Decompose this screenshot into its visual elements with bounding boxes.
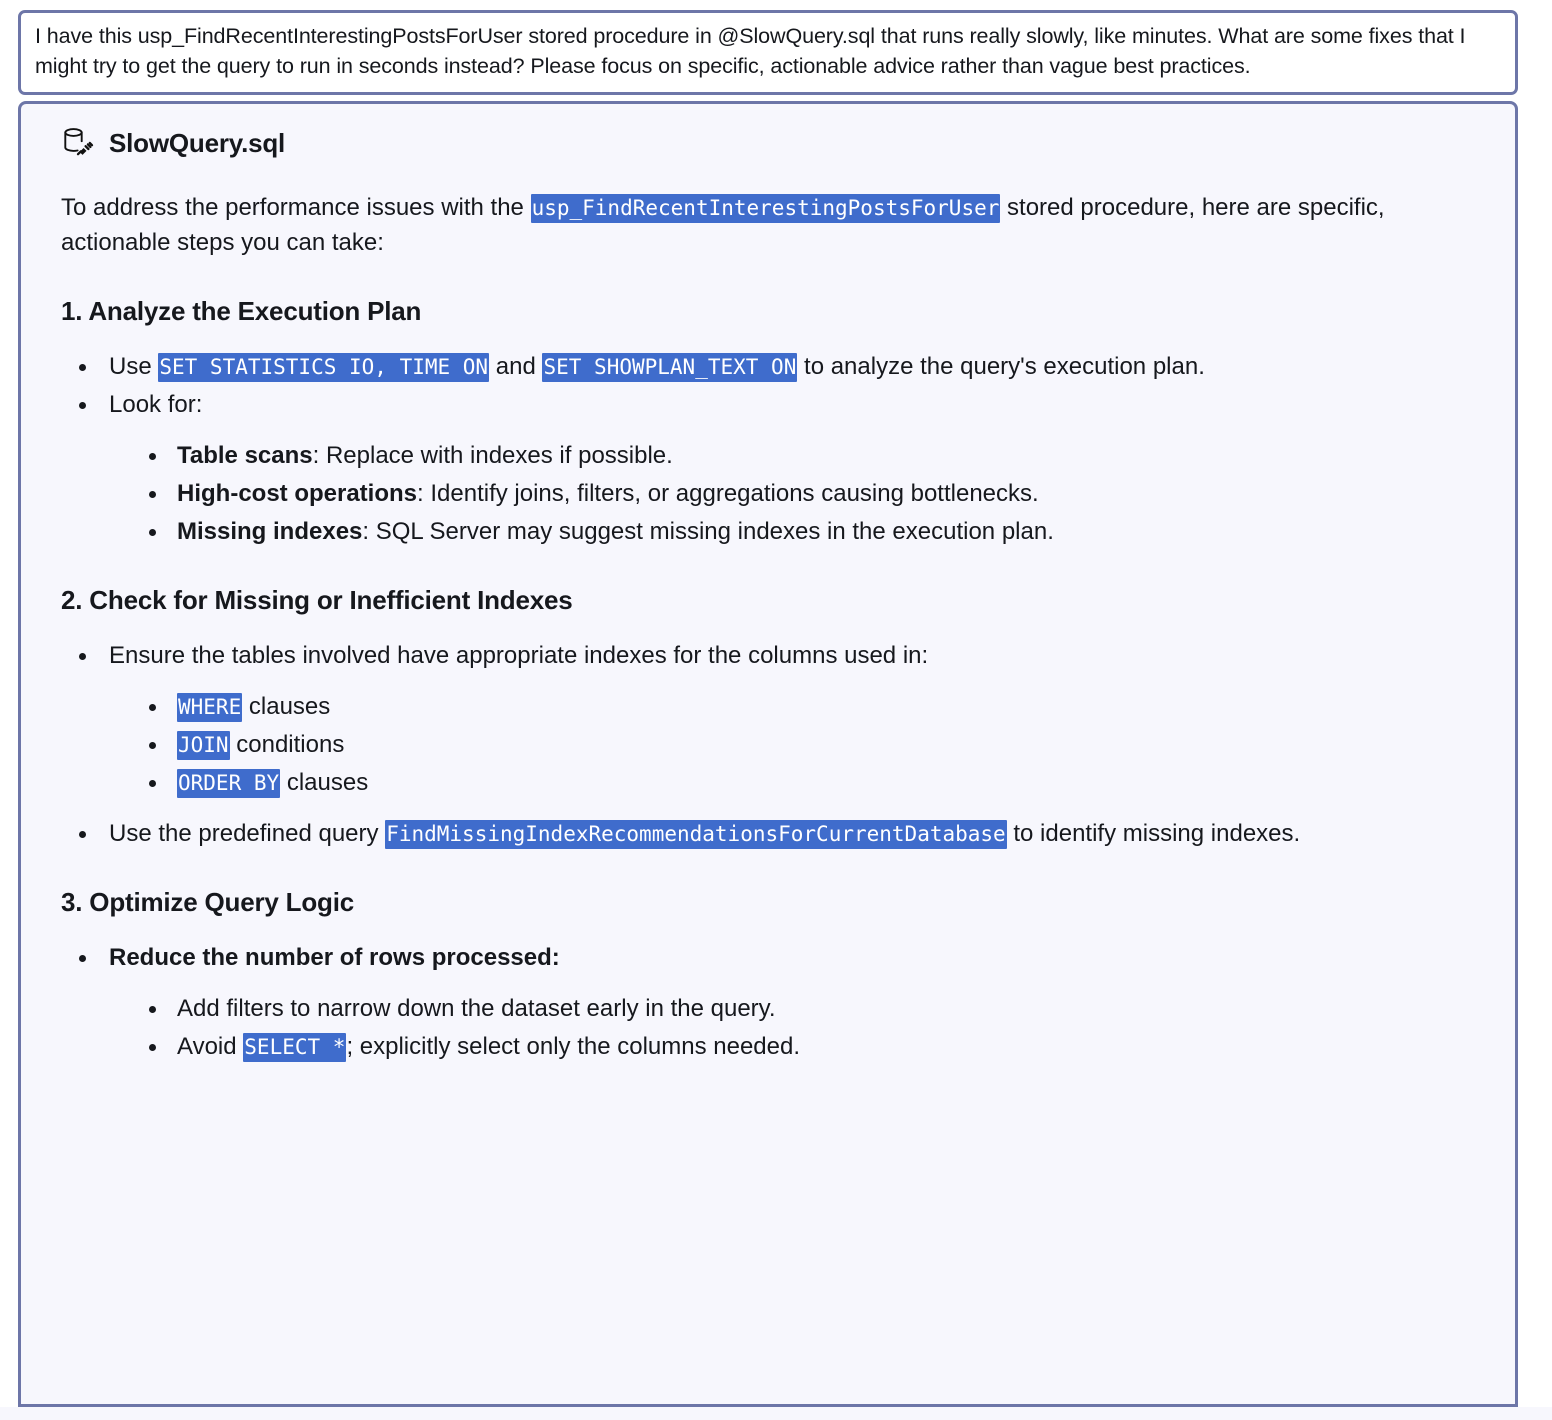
inline-code: JOIN xyxy=(177,731,230,760)
bullet-dot-icon xyxy=(79,653,86,660)
list-item-content xyxy=(109,391,202,418)
bullet-dot-icon xyxy=(79,955,86,962)
file-reference-header[interactable] xyxy=(61,126,1475,160)
list-item-content xyxy=(177,518,1054,545)
bold-text: Table scans xyxy=(177,442,313,470)
nested-list xyxy=(143,689,1475,800)
text-run: and xyxy=(489,353,543,381)
bullet-dot-icon xyxy=(149,742,156,749)
bullet-dot-icon xyxy=(149,1044,156,1051)
list-item xyxy=(143,438,1475,473)
nested-list-wrapper xyxy=(71,991,1475,1064)
section-heading: 1. Analyze the Execution Plan xyxy=(61,296,422,327)
list-item-content xyxy=(109,820,1300,847)
bullet-dot-icon xyxy=(79,402,86,409)
bullet-dot-icon xyxy=(79,831,86,838)
user-prompt-box[interactable] xyxy=(18,10,1518,95)
bold-text: Missing indexes xyxy=(177,518,363,546)
list-item-content xyxy=(177,995,776,1022)
list-item-content xyxy=(109,353,1205,380)
list-item-content xyxy=(109,642,928,669)
inline-code: WHERE xyxy=(177,693,242,722)
list-item-content xyxy=(177,480,1039,507)
nested-list-wrapper xyxy=(71,438,1475,549)
list-item xyxy=(143,514,1475,549)
text-run: Look for: xyxy=(109,391,203,419)
list-item xyxy=(71,940,1475,975)
list-item xyxy=(71,816,1475,851)
inline-code: SELECT * xyxy=(243,1033,346,1062)
text-run: ; explicitly select only the columns needed. xyxy=(346,1033,801,1061)
list-item xyxy=(143,765,1475,800)
list-item xyxy=(143,1029,1475,1064)
sections-container xyxy=(61,296,1475,1064)
list-item xyxy=(71,387,1475,422)
list-item-content xyxy=(177,1033,800,1060)
text-run: Use xyxy=(109,353,159,381)
list-item-content xyxy=(177,693,330,720)
inline-code: SET STATISTICS IO, TIME ON xyxy=(158,353,489,382)
bullet-dot-icon xyxy=(149,453,156,460)
page-below-strip xyxy=(0,1407,1552,1420)
list-item-content xyxy=(177,731,344,758)
text-run: : SQL Server may suggest missing indexes in the execution plan. xyxy=(362,518,1054,546)
bullet-dot-icon xyxy=(149,704,156,711)
text-run: Use the predefined query xyxy=(109,820,386,848)
text-run: conditions xyxy=(229,731,345,759)
inline-code: SET SHOWPLAN_TEXT ON xyxy=(542,353,797,382)
nested-list xyxy=(143,991,1475,1064)
list-item-content xyxy=(109,944,560,971)
bullet-dot-icon xyxy=(149,491,156,498)
section-heading: 2. Check for Missing or Inefficient Indexes xyxy=(61,585,573,616)
bullet-dot-icon xyxy=(149,780,156,787)
database-plug-icon xyxy=(61,126,95,160)
inline-code: FindMissingIndexRecommendationsForCurrentDatabase xyxy=(385,820,1007,849)
bullet-dot-icon xyxy=(79,364,86,371)
list-item-content xyxy=(177,769,368,796)
user-prompt-text: I have this usp_FindRecentInterestingPostsForUser stored procedure in @SlowQuery.sql that runs really slowly, like minutes. What are some fixes that I might try to get the query to run in seconds instead? Please focus on specific, actionable advice rather than vague best practices. xyxy=(35,24,1472,78)
inline-code-procedure-name: usp_FindRecentInterestingPostsForUser xyxy=(531,194,1001,223)
list-item-content xyxy=(177,442,673,469)
bold-text: High-cost operations xyxy=(177,480,418,508)
assistant-answer-panel xyxy=(18,101,1518,1405)
text-run: Avoid xyxy=(177,1033,244,1061)
list-item xyxy=(143,476,1475,511)
section-heading: 3. Optimize Query Logic xyxy=(61,887,355,918)
list-item xyxy=(143,991,1475,1026)
text-run: to identify missing indexes. xyxy=(1006,820,1301,848)
bullet-dot-icon xyxy=(149,1006,156,1013)
intro-text-after: stored procedure, here are specific, actionable steps you can take: xyxy=(61,194,1385,257)
text-run: clauses xyxy=(280,769,369,797)
intro-text-before: To address the performance issues with the xyxy=(61,194,531,221)
section-bullet-list xyxy=(71,638,1475,851)
text-run: clauses xyxy=(242,693,331,721)
bullet-dot-icon xyxy=(149,529,156,536)
bold-text: Reduce the number of rows processed: xyxy=(109,944,560,972)
section-bullet-list xyxy=(71,940,1475,1064)
text-run: to analyze the query's execution plan. xyxy=(797,353,1205,381)
nested-list-wrapper xyxy=(71,689,1475,800)
nested-list xyxy=(143,438,1475,549)
list-item xyxy=(143,689,1475,724)
intro-paragraph xyxy=(61,190,1461,260)
section-bullet-list xyxy=(71,349,1475,549)
list-item xyxy=(143,727,1475,762)
text-run: : Replace with indexes if possible. xyxy=(312,442,673,470)
list-item xyxy=(71,349,1475,384)
text-run: : Identify joins, filters, or aggregations causing bottlenecks. xyxy=(417,480,1039,508)
text-run: Add filters to narrow down the dataset early in the query. xyxy=(177,995,776,1023)
inline-code: ORDER BY xyxy=(177,769,280,798)
file-name-label: SlowQuery.sql xyxy=(109,127,286,158)
list-item xyxy=(71,638,1475,673)
text-run: Ensure the tables involved have appropriate indexes for the columns used in: xyxy=(109,642,929,670)
